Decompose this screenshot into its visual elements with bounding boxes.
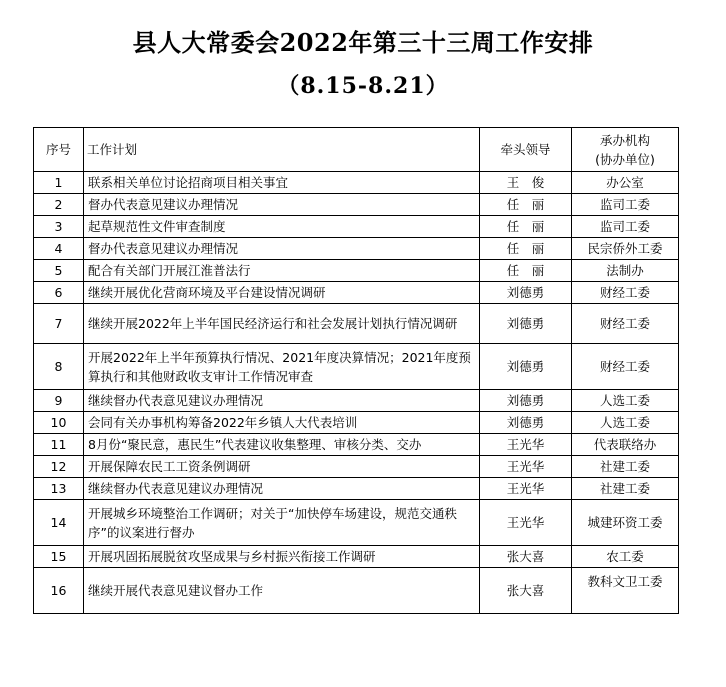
row-leader: 张大喜: [480, 568, 572, 614]
row-number: 8: [34, 344, 84, 390]
table-row: [34, 412, 679, 434]
table-row: [34, 172, 679, 194]
table-row: [34, 456, 679, 478]
row-leader: 任 丽: [480, 238, 572, 260]
row-task: 继续开展2022年上半年国民经济运行和社会发展计划执行情况调研: [84, 304, 480, 344]
table-row: [34, 216, 679, 238]
row-leader: 刘德勇: [480, 304, 572, 344]
row-task: 开展城乡环境整治工作调研；对关于“加快停车场建设，规范交通秩序”的议案进行督办: [84, 500, 480, 546]
header-row: [34, 128, 679, 172]
table-row: [34, 344, 679, 390]
row-task: 开展2022年上半年预算执行情况、2021年度决算情况；2021年度预算执行和其他财政收支审计工作情况审查: [84, 344, 480, 390]
row-task: 开展巩固拓展脱贫攻坚成果与乡村振兴衔接工作调研: [84, 546, 480, 568]
row-leader: 王光华: [480, 434, 572, 456]
row-number: 3: [34, 216, 84, 238]
row-leader: 刘德勇: [480, 282, 572, 304]
row-org: 社建工委: [572, 478, 679, 500]
row-leader: 任 丽: [480, 216, 572, 238]
row-org: 财经工委: [572, 344, 679, 390]
row-task: 督办代表意见建议办理情况: [84, 238, 480, 260]
row-task: 联系相关单位讨论招商项目相关事宜: [84, 172, 480, 194]
row-number: 2: [34, 194, 84, 216]
header-plan: 工作计划: [84, 128, 480, 172]
row-leader: 刘德勇: [480, 412, 572, 434]
table-row: [34, 260, 679, 282]
row-leader: 王光华: [480, 456, 572, 478]
row-task: 继续开展代表意见建议督办工作: [84, 568, 480, 614]
row-org: 农工委: [572, 546, 679, 568]
row-org: 人选工委: [572, 412, 679, 434]
header-seq: 序号: [34, 128, 84, 172]
row-task: 开展保障农民工工资条例调研: [84, 456, 480, 478]
row-leader: 王光华: [480, 478, 572, 500]
row-task: 继续督办代表意见建议办理情况: [84, 478, 480, 500]
row-org: 法制办: [572, 260, 679, 282]
row-org: 民宗侨外工委: [572, 238, 679, 260]
row-number: 5: [34, 260, 84, 282]
row-org: 监司工委: [572, 194, 679, 216]
row-leader: 张大喜: [480, 546, 572, 568]
page-title: 县人大常委会2022年第三十三周工作安排: [132, 28, 594, 57]
table-row: [34, 546, 679, 568]
row-number: 10: [34, 412, 84, 434]
row-number: 15: [34, 546, 84, 568]
row-number: 16: [34, 568, 84, 614]
table-row: [34, 194, 679, 216]
row-org: 办公室: [572, 172, 679, 194]
row-number: 6: [34, 282, 84, 304]
table-row: [34, 500, 679, 546]
row-number: 9: [34, 390, 84, 412]
row-task: 会同有关办事机构筹备2022年乡镇人大代表培训: [84, 412, 480, 434]
row-leader: 刘德勇: [480, 390, 572, 412]
row-org: 监司工委: [572, 216, 679, 238]
table-row: [34, 434, 679, 456]
row-number: 1: [34, 172, 84, 194]
row-org: 人选工委: [572, 390, 679, 412]
row-task: 起草规范性文件审查制度: [84, 216, 480, 238]
row-org: 财经工委: [572, 282, 679, 304]
schedule-table: [33, 127, 679, 614]
row-leader: 王光华: [480, 500, 572, 546]
table-row: [34, 282, 679, 304]
row-org: 财经工委: [572, 304, 679, 344]
header-leader: 牵头领导: [480, 128, 572, 172]
row-org: 社建工委: [572, 456, 679, 478]
row-task: 督办代表意见建议办理情况: [84, 194, 480, 216]
row-number: 13: [34, 478, 84, 500]
row-leader: 王 俊: [480, 172, 572, 194]
table-row: [34, 568, 679, 614]
row-number: 14: [34, 500, 84, 546]
row-task: 继续开展优化营商环境及平台建设情况调研: [84, 282, 480, 304]
row-number: 7: [34, 304, 84, 344]
row-task: 配合有关部门开展江淮普法行: [84, 260, 480, 282]
table-row: [34, 390, 679, 412]
row-number: 11: [34, 434, 84, 456]
row-leader: 刘德勇: [480, 344, 572, 390]
row-task: 8月份“聚民意，惠民生”代表建议收集整理、审核分类、交办: [84, 434, 480, 456]
header-org: 承办机构 (协办单位): [572, 128, 679, 172]
table-row: [34, 304, 679, 344]
row-leader: 任 丽: [480, 194, 572, 216]
row-org: 教科文卫工委: [572, 568, 679, 614]
row-leader: 任 丽: [480, 260, 572, 282]
row-org: 代表联络办: [572, 434, 679, 456]
table-row: [34, 478, 679, 500]
row-task: 继续督办代表意见建议办理情况: [84, 390, 480, 412]
row-number: 4: [34, 238, 84, 260]
page-subtitle: （8.15-8.21）: [277, 73, 449, 99]
table-row: [34, 238, 679, 260]
row-number: 12: [34, 456, 84, 478]
row-org: 城建环资工委: [572, 500, 679, 546]
